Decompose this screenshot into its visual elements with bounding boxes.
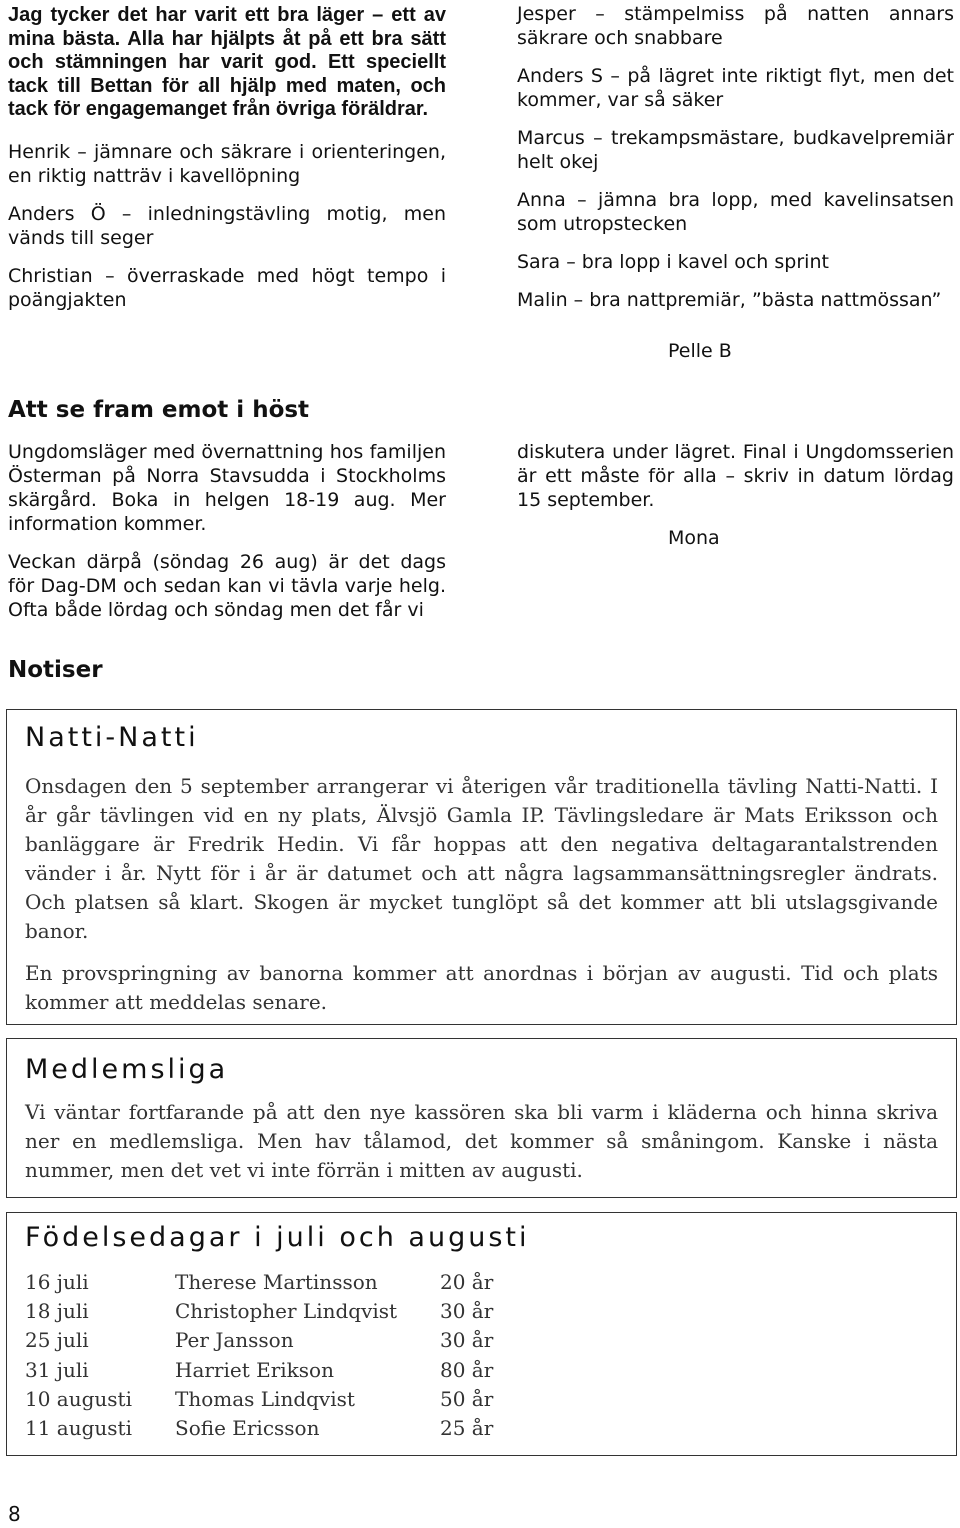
natti-natti-paragraph-2: En provspringning av banorna kommer att anordnas i början av augusti. Tid och plats kommer att meddelas senare. <box>25 961 938 1014</box>
medlemsliga-text: Vi väntar fortfarande på att den nye kassören ska bli varm i kläderna och hinna skriva ner en medlemsliga. Men hav tålamod, det kommer så småningom. Kanske i nästa nummer, men det vet vi inte förrän i mitten av augusti. <box>25 1100 938 1182</box>
birthday-date: 10 augusti <box>25 1386 132 1411</box>
entry-malin: Malin – bra nattpremiär, ”bästa nattmössan” <box>517 289 942 311</box>
natti-natti-title: Natti-Natti <box>25 722 199 753</box>
birthdays-box <box>6 1212 957 1456</box>
birthdays-table <box>25 1268 938 1443</box>
birthday-age: 30 år <box>440 1299 494 1324</box>
autumn-right-column <box>517 440 954 526</box>
birthday-name: Thomas Lindqvist <box>175 1386 355 1411</box>
autumn-paragraph-1: Ungdomsläger med övernattning hos familjen Österman på Norra Stavsudda i Stockholms skärgård. Boka in helgen 18-19 aug. Mer information kommer. <box>8 441 446 535</box>
table-row <box>25 1385 938 1414</box>
birthday-age: 50 år <box>440 1386 494 1411</box>
birthday-age: 30 år <box>440 1328 494 1353</box>
autumn-paragraph-3: diskutera under lägret. Final i Ungdomsserien är ett måste för alla – skriv in datum lördag 15 september. <box>517 441 954 511</box>
entry-marcus: Marcus – trekampsmästare, budkavelpremiär helt okej <box>517 127 954 173</box>
birthday-name: Therese Martinsson <box>175 1270 378 1294</box>
entry-anders-o: Anders Ö – inledningstävling motig, men vänds till seger <box>8 202 446 249</box>
table-row <box>25 1356 938 1385</box>
table-row <box>25 1326 938 1355</box>
birthday-date: 11 augusti <box>25 1416 132 1441</box>
birthday-name: Christopher Lindqvist <box>175 1299 398 1324</box>
entry-jesper: Jesper – stämpelmiss på natten annars säkrare och snabbare <box>517 3 954 49</box>
intro-paragraph: Jag tycker det har varit ett bra läger – ett av mina bästa. Alla har hjälpts åt på ett bra sätt och stämningen har varit god. Ett speciellt tack till Bettan för all hjälp med maten, och tack för engagemanget från övriga föräldrar. <box>8 4 446 120</box>
signature-pelle: Pelle B <box>668 340 732 362</box>
notiser-heading: Notiser <box>8 657 103 683</box>
autumn-left-column <box>8 440 446 636</box>
natti-natti-box <box>6 709 957 1025</box>
table-row <box>25 1414 938 1443</box>
medlemsliga-title: Medlemsliga <box>25 1054 229 1085</box>
birthday-name: Harriet Erikson <box>175 1357 334 1382</box>
entry-anders-s: Anders S – på lägret inte riktigt flyt, men det kommer, var så säker <box>517 65 954 111</box>
table-row <box>25 1297 938 1326</box>
birthday-age: 25 år <box>440 1416 494 1441</box>
birthday-date: 31 juli <box>25 1357 89 1382</box>
page-number: 8 <box>8 1502 21 1526</box>
signature-mona: Mona <box>668 527 720 549</box>
birthday-date: 18 juli <box>25 1299 89 1324</box>
entry-henrik: Henrik – jämnare och säkrare i orienteringen, en riktig natträv i kavellöpning <box>8 140 446 187</box>
right-column <box>517 2 954 326</box>
birthday-age: 20 år <box>440 1270 494 1294</box>
medlemsliga-box <box>6 1038 957 1198</box>
birthdays-title: Födelsedagar i juli och augusti <box>25 1222 530 1253</box>
birthday-date: 25 juli <box>25 1328 89 1353</box>
table-row <box>25 1268 938 1297</box>
birthday-name: Sofie Ericsson <box>175 1416 320 1441</box>
birthday-name: Per Jansson <box>175 1328 294 1353</box>
birthday-age: 80 år <box>440 1357 494 1382</box>
autumn-paragraph-2: Veckan därpå (söndag 26 aug) är det dags för Dag-DM och sedan kan vi tävla varje helg. Ofta både lördag och söndag men det får vi <box>8 551 446 621</box>
entry-anna: Anna – jämna bra lopp, med kavelinsatsen som utropstecken <box>517 189 954 235</box>
entry-christian: Christian – överraskade med högt tempo i poängjakten <box>8 264 446 311</box>
section-heading: Att se fram emot i höst <box>8 397 310 423</box>
natti-natti-paragraph-1: Onsdagen den 5 september arrangerar vi återigen vår traditionella tävling Natti-Natti. I år går tävlingen vid en ny plats, Älvsjö Gamla IP. Tävlingsledare är Mats Eriksson och banläggare är Fredrik Hedin. Vi får hoppas att den negativa deltagarantalstrenden vänder i år. Nytt för i år är datumet och att några lagsammansättningsregler ändrats. Och platsen så klart. Skogen är mycket tunglöpt så det kommer att bli utslagsgivande banor. <box>25 774 938 943</box>
left-column <box>8 4 446 326</box>
entry-sara: Sara – bra lopp i kavel och sprint <box>517 251 829 273</box>
birthday-date: 16 juli <box>25 1270 89 1294</box>
